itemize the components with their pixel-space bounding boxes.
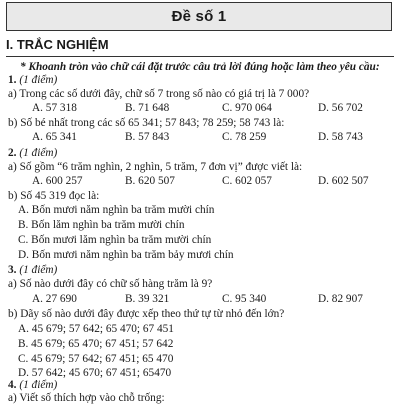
q2a-option-d[interactable]: D. 602 507 <box>318 175 369 187</box>
q2a-option-b[interactable]: B. 620 507 <box>125 175 175 187</box>
instruction: * Khoanh tròn vào chữ cái đặt trước câu trả lời đúng hoặc làm theo yêu cầu: <box>20 61 380 73</box>
question-2a-text: a) Số gồm “6 trăm nghìn, 2 nghìn, 5 trăm, 7 đơn vị” được viết là: <box>8 161 303 173</box>
q1a-option-c[interactable]: C. 970 064 <box>222 102 272 114</box>
question-points: (1 điểm) <box>19 264 58 276</box>
title-box <box>6 2 392 31</box>
q3b-option-a[interactable]: A. 45 679; 57 642; 65 470; 67 451 <box>18 323 174 335</box>
question-number: 2. <box>8 147 17 159</box>
question-points: (1 điểm) <box>19 147 58 159</box>
q1b-option-c[interactable]: C. 78 259 <box>222 131 267 143</box>
q3a-option-c[interactable]: C. 95 340 <box>222 293 267 305</box>
q2a-option-c[interactable]: C. 602 057 <box>222 175 272 187</box>
q1b-option-a[interactable]: A. 65 341 <box>32 131 77 143</box>
question-1-header <box>8 73 57 87</box>
question-2-header <box>8 146 57 160</box>
question-4a-text: a) Viết số thích hợp vào chỗ trống: <box>8 392 165 404</box>
question-number: 1. <box>8 74 17 86</box>
q2b-option-c[interactable]: C. Bốn mươi lăm nghìn ba trăm mười chín <box>18 234 212 246</box>
q3b-option-c[interactable]: C. 45 679; 57 642; 67 451; 65 470 <box>18 353 174 365</box>
q2a-option-a[interactable]: A. 600 257 <box>32 175 83 187</box>
q3b-option-b[interactable]: B. 45 679; 65 470; 67 451; 57 642 <box>18 338 174 350</box>
question-1b-text: b) Số bé nhất trong các số 65 341; 57 843; 78 259; 58 743 là: <box>8 117 285 129</box>
page-title: Đề số 1 <box>171 8 227 25</box>
question-points: (1 điểm) <box>19 379 58 391</box>
q3a-option-a[interactable]: A. 27 690 <box>32 293 77 305</box>
question-number: 4. <box>8 379 17 391</box>
q2b-option-d[interactable]: D. Bốn mươi năm nghìn ba trăm bảy mươi chín <box>18 249 234 261</box>
q3a-option-d[interactable]: D. 82 907 <box>318 293 363 305</box>
question-1a-text: a) Trong các số dưới đây, chữ số 7 trong số nào có giá trị là 7 000? <box>8 88 310 100</box>
q3a-option-b[interactable]: B. 39 321 <box>125 293 170 305</box>
question-2b-text: b) Số 45 319 đọc là: <box>8 190 100 202</box>
q2b-option-b[interactable]: B. Bốn lăm nghìn ba trăm mười chín <box>18 219 185 231</box>
question-3b-text: b) Dãy số nào dưới đây được xếp theo thứ tự từ nhỏ đến lớn? <box>8 308 285 320</box>
question-4-header <box>8 378 57 392</box>
q1a-option-d[interactable]: D. 56 702 <box>318 102 363 114</box>
question-number: 3. <box>8 264 17 276</box>
section-heading: I. TRẮC NGHIỆM <box>6 37 109 52</box>
section-divider <box>6 56 394 57</box>
q1a-option-a[interactable]: A. 57 318 <box>32 102 77 114</box>
question-points: (1 điểm) <box>19 74 58 86</box>
question-3-header <box>8 263 57 277</box>
q1a-option-b[interactable]: B. 71 648 <box>125 102 170 114</box>
q1b-option-d[interactable]: D. 58 743 <box>318 131 363 143</box>
question-3a-text: a) Số nào dưới đây có chữ số hàng trăm là 9? <box>8 278 213 290</box>
q1b-option-b[interactable]: B. 57 843 <box>125 131 170 143</box>
q3b-option-d[interactable]: D. 57 642; 45 670; 67 451; 65470 <box>18 367 172 379</box>
q2b-option-a[interactable]: A. Bốn mươi năm nghìn ba trăm mười chín <box>18 204 215 216</box>
